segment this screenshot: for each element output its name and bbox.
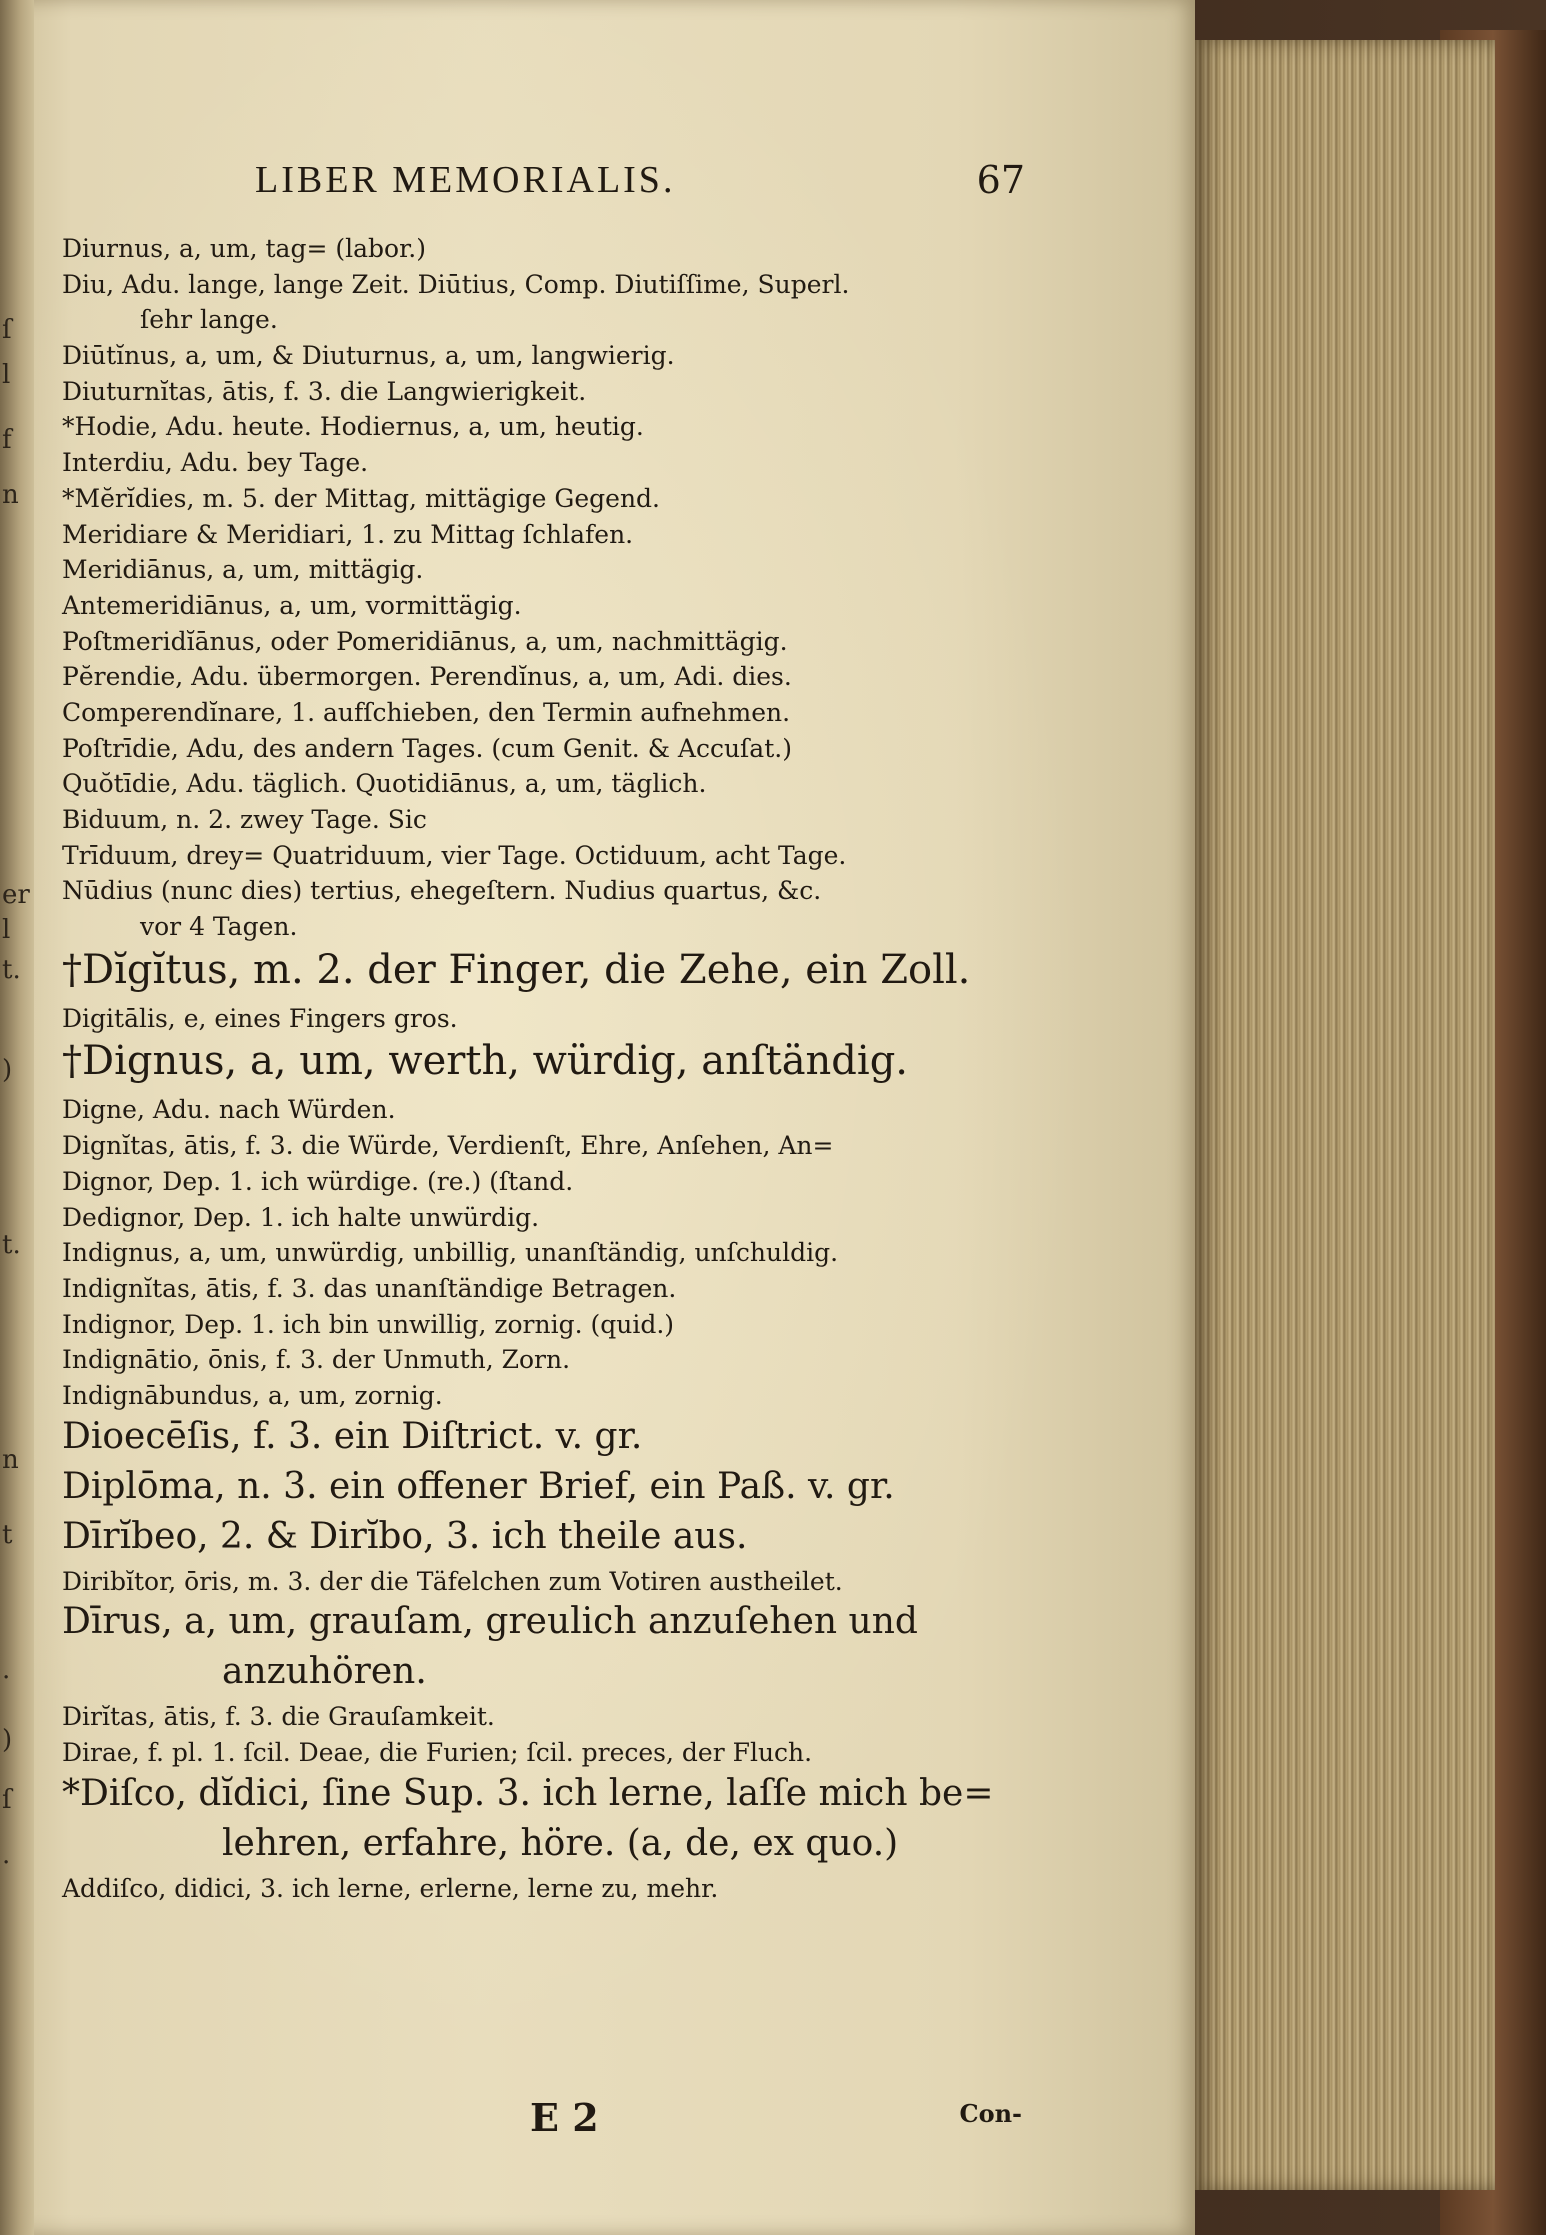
dictionary-entry-line: Diplōma, n. 3. ein offener Brief, ein Paß. v. gr. xyxy=(62,1465,895,1507)
dictionary-entry-line: Dignĭtas, ātis, f. 3. die Würde, Verdienſt, Ehre, Anſehen, An= xyxy=(62,1131,834,1161)
dictionary-entry-line: Poſtrīdie, Adu, des andern Tages. (cum Genit. & Accuſat.) xyxy=(62,733,792,763)
dictionary-entry-line: Indignus, a, um, unwürdig, unbillig, unanſtändig, unſchuldig. xyxy=(62,1238,839,1268)
dictionary-entry-line: Indignĭtas, ātis, f. 3. das unanſtändige Betragen. xyxy=(62,1273,677,1303)
dictionary-entry-line: ſehr lange. xyxy=(140,305,278,335)
printer-signature: E 2 xyxy=(530,2095,599,2140)
margin-fragment: ſ xyxy=(2,1785,12,1815)
dictionary-entry-line: Diribĭtor, ōris, m. 3. der die Täfelchen zum Votiren austheilet. xyxy=(62,1566,843,1596)
dictionary-entry-line: *Diſco, dĭdici, ſine Sup. 3. ich lerne, laſſe mich be= xyxy=(62,1772,994,1814)
margin-fragment: n xyxy=(2,480,19,510)
margin-fragment: t. xyxy=(2,1230,21,1260)
dictionary-entry-line: Dīrĭbeo, 2. & Dirĭbo, 3. ich theile aus. xyxy=(62,1515,748,1557)
dictionary-entry-line: Dirĭtas, ātis, f. 3. die Grauſamkeit. xyxy=(62,1702,495,1732)
dictionary-entry-line: Diurnus, a, um, tag= (labor.) xyxy=(62,234,426,263)
signature-line xyxy=(62,2095,1022,2143)
page-header xyxy=(255,158,1025,218)
dictionary-entry-line: Dignor, Dep. 1. ich würdige. (re.) (ſtand. xyxy=(62,1166,574,1196)
dictionary-entry-line: Diuturnĭtas, ātis, f. 3. die Langwierigkeit. xyxy=(62,376,587,406)
dictionary-entry-line: Indignābundus, a, um, zornig. xyxy=(62,1380,443,1410)
dictionary-entry-line: Pĕrendie, Adu. übermorgen. Perendĭnus, a, um, Adi. dies. xyxy=(62,662,792,692)
dictionary-entry-line: anzuhören. xyxy=(222,1651,427,1693)
margin-fragment: t xyxy=(2,1520,13,1550)
dictionary-entry-line: Comperendĭnare, 1. aufſchieben, den Termin aufnehmen. xyxy=(62,697,791,727)
margin-fragment: n xyxy=(2,1445,19,1475)
dictionary-entry-line: lehren, erfahre, höre. (a, de, ex quo.) xyxy=(222,1822,899,1864)
dictionary-entry-line: Poſtmeridĭānus, oder Pomeridiānus, a, um, nachmittägig. xyxy=(62,626,788,656)
dictionary-entry-line: Biduum, n. 2. zwey Tage. Sic xyxy=(62,805,427,834)
dictionary-entry-line: Diu, Adu. lange, lange Zeit. Diūtius, Comp. Diutiſſime, Superl. xyxy=(62,269,850,299)
dictionary-entry-line: Digitālis, e, eines Fingers gros. xyxy=(62,1003,458,1033)
dictionary-entry-line: Dedignor, Dep. 1. ich halte unwürdig. xyxy=(62,1202,540,1232)
dictionary-entry-line: Nūdius (nunc dies) tertius, ehegeſtern. Nudius quartus, &c. xyxy=(62,876,822,906)
page-text-block xyxy=(30,140,1190,2140)
dictionary-entry-line: vor 4 Tagen. xyxy=(140,912,298,942)
dictionary-entry-line: Indignātio, ōnis, f. 3. der Unmuth, Zorn. xyxy=(62,1345,571,1375)
dictionary-entry-line: Addiſco, didici, 3. ich lerne, erlerne, lerne zu, mehr. xyxy=(62,1873,719,1903)
dictionary-entry-line: Quŏtīdie, Adu. täglich. Quotidiānus, a, um, täglich. xyxy=(62,769,707,799)
left-margin-fragments xyxy=(0,0,30,2235)
dictionary-entry-line: Dirae, f. pl. 1. ſcil. Deae, die Furien; ſcil. preces, der Fluch. xyxy=(62,1738,813,1767)
dictionary-entry-line: *Mĕrĭdies, m. 5. der Mittag, mittägige Gegend. xyxy=(62,483,660,513)
dictionary-entry-line: Antemeridiānus, a, um, vormittägig. xyxy=(62,590,522,620)
dictionary-entry-line: Digne, Adu. nach Würden. xyxy=(62,1095,396,1125)
dictionary-entry-line: Meridiare & Meridiari, 1. zu Mittag ſchlafen. xyxy=(62,519,634,549)
dictionary-entries xyxy=(62,236,1062,1911)
margin-fragment: l xyxy=(2,360,11,390)
dictionary-entry-line: Diūtĭnus, a, um, & Diuturnus, a, um, langwierig. xyxy=(62,341,675,371)
margin-fragment: ) xyxy=(2,1725,13,1755)
dictionary-entry-line: Dioecēſis, f. 3. ein Diſtrict. v. gr. xyxy=(62,1415,643,1457)
dictionary-entry-line: †Dignus, a, um, werth, würdig, anſtändig. xyxy=(62,1038,909,1085)
margin-fragment: t. xyxy=(2,955,21,985)
dictionary-entry-line: Trīduum, drey= Quatriduum, vier Tage. Octiduum, acht Tage. xyxy=(62,840,847,870)
margin-fragment: ) xyxy=(2,1055,13,1085)
dictionary-entry-line: Dīrus, a, um, grauſam, greulich anzuſehen und xyxy=(62,1601,918,1643)
catchword: Con- xyxy=(959,2099,1022,2128)
page-stack-edge xyxy=(1195,40,1495,2190)
margin-fragment: er xyxy=(2,880,30,910)
margin-fragment: . xyxy=(2,1840,11,1870)
margin-fragment: l xyxy=(2,915,11,945)
dictionary-entry-line: Interdiu, Adu. bey Tage. xyxy=(62,448,369,478)
dictionary-entry-line: Indignor, Dep. 1. ich bin unwillig, zornig. (quid.) xyxy=(62,1309,675,1339)
margin-fragment: f xyxy=(2,425,12,455)
dictionary-entry-line: Meridiānus, a, um, mittägig. xyxy=(62,555,424,585)
running-title: LIBER MEMORIALIS. xyxy=(255,159,676,201)
margin-fragment: . xyxy=(2,1655,11,1685)
dictionary-entry-line: †Dĭgĭtus, m. 2. der Finger, die Zehe, ein Zoll. xyxy=(62,946,971,993)
dictionary-entry-line: *Hodie, Adu. heute. Hodiernus, a, um, heutig. xyxy=(62,412,644,442)
margin-fragment: ſ xyxy=(2,315,12,345)
page-number: 67 xyxy=(976,158,1025,202)
